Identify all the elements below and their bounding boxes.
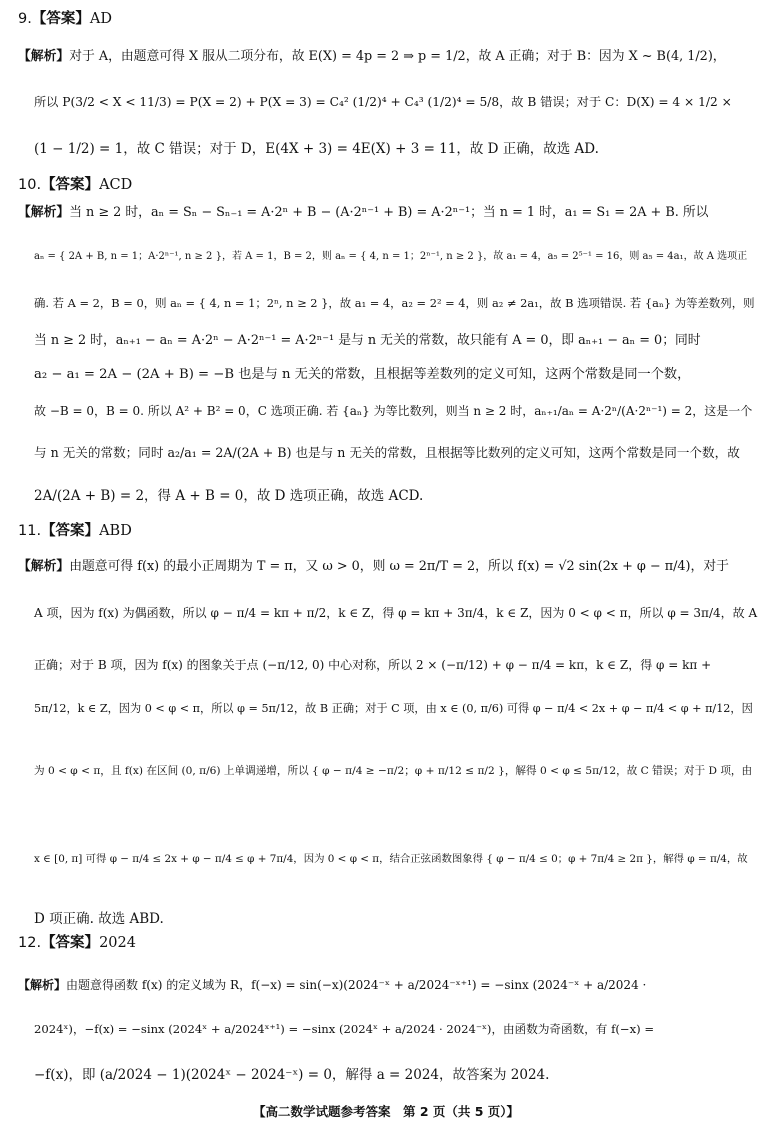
q10-number: 10.: [18, 177, 42, 193]
q9-analysis-line-1: [18, 48, 726, 66]
q11-answer: ABD: [99, 523, 132, 539]
q11-analysis-line-7: D 项正确. 故选 ABD.: [34, 911, 164, 927]
q10-answer-heading: [18, 176, 132, 194]
q9-answer-tag: 【答案】: [31, 10, 90, 27]
q9-answer: AD: [89, 11, 112, 27]
q10-analysis-tag: 【解析】: [18, 205, 70, 220]
q10-analysis-line-8: 2A/(2A + B) = 2，得 A + B = 0，故 D 选项正确，故选 ACD.: [34, 488, 424, 504]
q9-number: 9.: [18, 11, 32, 27]
q11-analysis-line-2: A 项，因为 f(x) 为偶函数，所以 φ − π/4 = kπ + π/2，k ∈ Z，得 φ = kπ + 3π/4，k ∈ Z，因为 0 < φ < π，所以 φ = 3π/4，故 A: [34, 606, 758, 620]
q10-analysis-line-5: a₂ − a₁ = 2A − (2A + B) = −B 也是与 n 无关的常数，且根据等差数列的定义可知，这两个常数是同一个数，: [34, 367, 691, 382]
q11-answer-heading: [18, 522, 132, 540]
q12-answer: 2024: [99, 935, 136, 951]
page-footer: 【高二数学试题参考答案 第 2 页（共 5 页）】: [252, 1104, 520, 1119]
q9-analysis-line-3: (1 − 1/2) = 1，故 C 错误；对于 D，E(4X + 3) = 4E(X) + 3 = 11，故 D 正确，故选 AD.: [34, 141, 599, 157]
q12-answer-heading: [18, 934, 136, 952]
q11-line-text: 由题意可得 f(x) 的最小正周期为 T = π，又 ω > 0，则 ω = 2π/T = 2，所以 f(x) = √2 sin(2x + φ − π/4)，对于: [69, 559, 729, 574]
q11-answer-tag: 【答案】: [41, 522, 100, 539]
q12-number: 12.: [18, 935, 42, 951]
q10-analysis-line-6: 故 −B = 0，B = 0. 所以 A² + B² = 0，C 选项正确. 若 {aₙ} 为等比数列，则当 n ≥ 2 时，aₙ₊₁/aₙ = A·2ⁿ/(A·2ⁿ⁻¹) = 2，这是一个: [34, 404, 753, 418]
q11-analysis-line-4: 5π/12，k ∈ Z，因为 0 < φ < π，所以 φ = 5π/12，故 B 正确；对于 C 项，由 x ∈ (0, π/6) 可得 φ − π/4 < 2x + φ − π/4 < φ + π/12，因: [34, 702, 753, 715]
q12-line-text: 由题意得函数 f(x) 的定义域为 R，f(−x) = sin(−x)(2024⁻ˣ + a/2024⁻ˣ⁺¹) = −sinx (2024⁻ˣ + a/2024 ·: [66, 978, 647, 992]
q10-line-text: 当 n ≥ 2 时，aₙ = Sₙ − Sₙ₋₁ = A·2ⁿ + B − (A·2ⁿ⁻¹ + B) = A·2ⁿ⁻¹；当 n = 1 时，a₁ = S₁ = 2A + B. 所以: [69, 205, 709, 220]
q10-analysis-line-2: aₙ = { 2A + B, n = 1；A·2ⁿ⁻¹, n ≥ 2 }，若 A = 1，B = 2，则 aₙ = { 4, n = 1；2ⁿ⁻¹, n ≥ 2 }，故 a₁ = 4，a₅ = 2⁵⁻¹ = 16，则 a₅ = 4a₁，故 A 选项正: [34, 251, 748, 262]
q9-line-text: 对于 A，由题意可得 X 服从二项分布，故 E(X) = 4p = 2 ⇒ p = 1/2，故 A 正确；对于 B：因为 X ~ B(4, 1/2)，: [69, 49, 726, 64]
q9-analysis-line-2: 所以 P(3/2 < X < 11/3) = P(X = 2) + P(X = 3) = C₄² (1/2)⁴ + C₄³ (1/2)⁴ = 5/8，故 B 错误；对于 C：D(X) = 4 × 1/2 ×: [34, 95, 732, 109]
q10-analysis-line-7: 与 n 无关的常数；同时 a₂/a₁ = 2A/(2A + B) 也是与 n 无关的常数，且根据等比数列的定义可知，这两个常数是同一个数，故: [34, 445, 740, 460]
q10-analysis-line-1: [18, 204, 708, 222]
q12-analysis-tag: 【解析】: [18, 978, 67, 992]
q11-analysis-line-5: 为 0 < φ < π，且 f(x) 在区间 (0, π/6) 上单调递增，所以 { φ − π/4 ≥ −π/2；φ + π/12 ≤ π/2 }，解得 0 < φ ≤ 5π/12，故 C 错误；对于 D 项，由: [34, 765, 753, 777]
q12-answer-tag: 【答案】: [41, 934, 100, 951]
q9-answer-heading: [18, 10, 112, 28]
q11-analysis-tag: 【解析】: [18, 559, 70, 574]
q10-analysis-line-4: 当 n ≥ 2 时，aₙ₊₁ − aₙ = A·2ⁿ − A·2ⁿ⁻¹ = A·2ⁿ⁻¹ 是与 n 无关的常数，故只能有 A = 0，即 aₙ₊₁ − aₙ = 0；同时: [34, 333, 701, 348]
q10-analysis-line-3: 确. 若 A = 2，B = 0，则 aₙ = { 4, n = 1；2ⁿ, n ≥ 2 }，故 a₁ = 4，a₂ = 2² = 4，则 a₂ ≠ 2a₁，故 B 选项错误. 若 {aₙ} 为等差数列，则: [34, 296, 755, 310]
q12-analysis-line-2: 2024ˣ)，−f(x) = −sinx (2024ˣ + a/2024ˣ⁺¹) = −sinx (2024ˣ + a/2024 · 2024⁻ˣ)，由函数为奇函数，有 f(−x) =: [34, 1022, 655, 1036]
q12-analysis-line-3: −f(x)，即 (a/2024 − 1)(2024ˣ − 2024⁻ˣ) = 0，解得 a = 2024，故答案为 2024.: [34, 1067, 550, 1083]
q9-analysis-tag: 【解析】: [18, 49, 70, 64]
q11-analysis-line-1: [18, 558, 729, 576]
q10-answer-tag: 【答案】: [41, 176, 100, 193]
q11-analysis-line-3: 正确；对于 B 项，因为 f(x) 的图象关于点 (−π/12, 0) 中心对称，所以 2 × (−π/12) + φ − π/4 = kπ，k ∈ Z，得 φ = kπ +: [34, 658, 712, 672]
q11-number: 11.: [18, 523, 42, 539]
q10-answer: ACD: [99, 177, 133, 193]
q11-analysis-line-6: x ∈ [0, π] 可得 φ − π/4 ≤ 2x + φ − π/4 ≤ φ + 7π/4，因为 0 < φ < π，结合正弦函数图象得 { φ − π/4 ≤ 0；φ + 7π/4 ≥ 2π }，解得 φ = π/4，故: [34, 853, 748, 865]
q12-analysis-line-1: [18, 976, 646, 994]
